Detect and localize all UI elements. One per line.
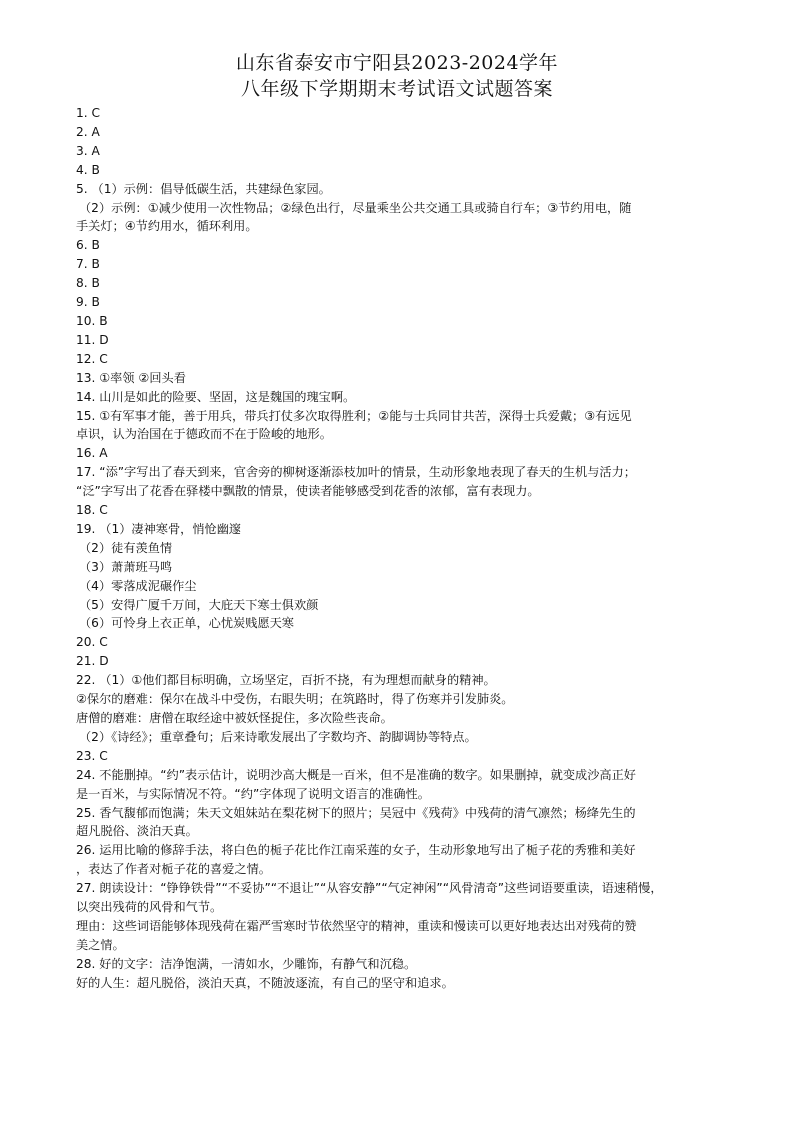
answer-line: 超凡脱俗、淡泊天真。	[76, 824, 198, 839]
answer-line: 1. C	[76, 106, 101, 120]
answer-line: 7. B	[76, 257, 100, 272]
answer-line: （2）徒有羡鱼情	[79, 540, 173, 555]
answer-line: 16. A	[76, 446, 108, 461]
answer-line: 19. （1）凄神寒骨，悄怆幽邃	[76, 521, 242, 536]
answer-line: 26. 运用比喻的修辞手法，将白色的栀子花比作江南采莲的女子，生动形象地写出了栀子花的秀雅和美好	[76, 843, 636, 858]
answer-line: 6. B	[76, 238, 100, 253]
answer-line: 4. B	[76, 162, 100, 177]
answer-line: 14. 山川是如此的险要、坚固，这是魏国的瑰宝啊。	[76, 389, 356, 404]
answer-line: 卓识，认为治国在于德政而不在于险峻的地形。	[76, 427, 332, 442]
answer-line: 12. C	[76, 351, 108, 366]
answer-line: （5）安得广厦千万间，大庇天下寒士俱欢颜	[79, 597, 319, 612]
answer-line: 20. C	[76, 635, 108, 650]
answer-list	[76, 104, 721, 993]
answer-line: 17. “添”字写出了春天到来，官舍旁的柳树逐渐添枝加叶的情景，生动形象地表现了春天的生机与活力；	[76, 465, 636, 480]
answer-line: 唐僧的磨难：唐僧在取经途中被妖怪捉住，多次险些丧命。	[76, 711, 393, 725]
title-line-2: 八年级下学期期末考试语文试题答案	[240, 78, 553, 100]
answer-line: 2. A	[76, 124, 100, 139]
answer-line: ②保尔的磨难：保尔在战斗中受伤，右眼失明；在筑路时，得了伤寒并引发肺炎。	[76, 692, 514, 707]
answer-line: 5. （1）示例：倡导低碳生活，共建绿色家园。	[76, 181, 331, 196]
answer-line: （2）示例：①减少使用一次性物品；②绿色出行，尽量乘坐公共交通工具或骑自行车；③节约用电，随	[79, 200, 632, 215]
answer-line: 18. C	[76, 503, 108, 518]
answer-line: 9. B	[76, 295, 100, 310]
answer-line: （6）可怜身上衣正单，心忧炭贱愿天寒	[79, 616, 294, 631]
answer-line: 15. ①有军事才能，善于用兵，带兵打仗多次取得胜利；②能与士兵同甘共苦，深得士兵爱戴；③有远见	[76, 408, 632, 423]
answer-line: 手关灯；④节约用水，循环利用。	[76, 219, 258, 234]
answer-line: 以突出残荷的风骨和气节。	[76, 900, 223, 915]
document-title	[0, 50, 794, 102]
title-line-1: 山东省泰安市宁阳县2023-2024学年	[235, 52, 559, 74]
answer-line: 好的人生：超凡脱俗，淡泊天真，不随波逐流，有自己的坚守和追求。	[76, 975, 454, 990]
answer-line: （3）萧萧班马鸣	[79, 559, 173, 574]
answer-line: （4）零落成泥碾作尘	[79, 578, 197, 593]
answer-line: 24. 不能删掉。“约”表示估计，说明沙高大概是一百米，但不是准确的数字。如果删掉，就变成沙高正好	[76, 767, 636, 782]
answer-line: 25. 香气馥郁而饱满；朱天文姐妹站在梨花树下的照片；吴冠中《残荷》中残荷的清气凛然；杨绛先生的	[76, 805, 636, 820]
answer-line: “泛”字写出了花香在驿楼中飘散的情景，使读者能够感受到花香的浓郁，富有表现力。	[76, 484, 540, 499]
answer-line: 10. B	[76, 313, 108, 328]
answer-line: （2）《诗经》；重章叠句；后来诗歌发展出了字数均齐、韵脚调协等特点。	[79, 729, 477, 744]
answer-line: 理由：这些词语能够体现残荷在霜严雪寒时节依然坚守的精神，重读和慢读可以更好地表达出对残荷的赞	[76, 918, 637, 933]
answer-line: 11. D	[76, 332, 109, 347]
answer-line: 23. C	[76, 748, 108, 763]
answer-line: ，表达了作者对栀子花的喜爱之情。	[76, 862, 271, 877]
answer-line: 8. B	[76, 276, 100, 291]
answer-line: 28. 好的文字：洁净饱满，一清如水，少雕饰，有静气和沉稳。	[76, 956, 417, 971]
answer-line: 13. ①率领 ②回头看	[76, 370, 186, 385]
answer-line: 美之情。	[76, 937, 125, 952]
answer-line: 21. D	[76, 654, 109, 669]
answer-line: 22. （1）①他们都目标明确，立场坚定，百折不挠，有为理想而献身的精神。	[76, 673, 496, 688]
answer-line: 3. A	[76, 143, 100, 158]
answer-line: 27. 朗读设计：“铮铮铁骨”“不妥协”“不退让”“从容安静”“气定神闲”“风骨清奇”这些词语要重读，语速稍慢，	[76, 881, 663, 896]
answer-line: 是一百米，与实际情况不符。“约”字体现了说明文语言的准确性。	[76, 786, 430, 801]
